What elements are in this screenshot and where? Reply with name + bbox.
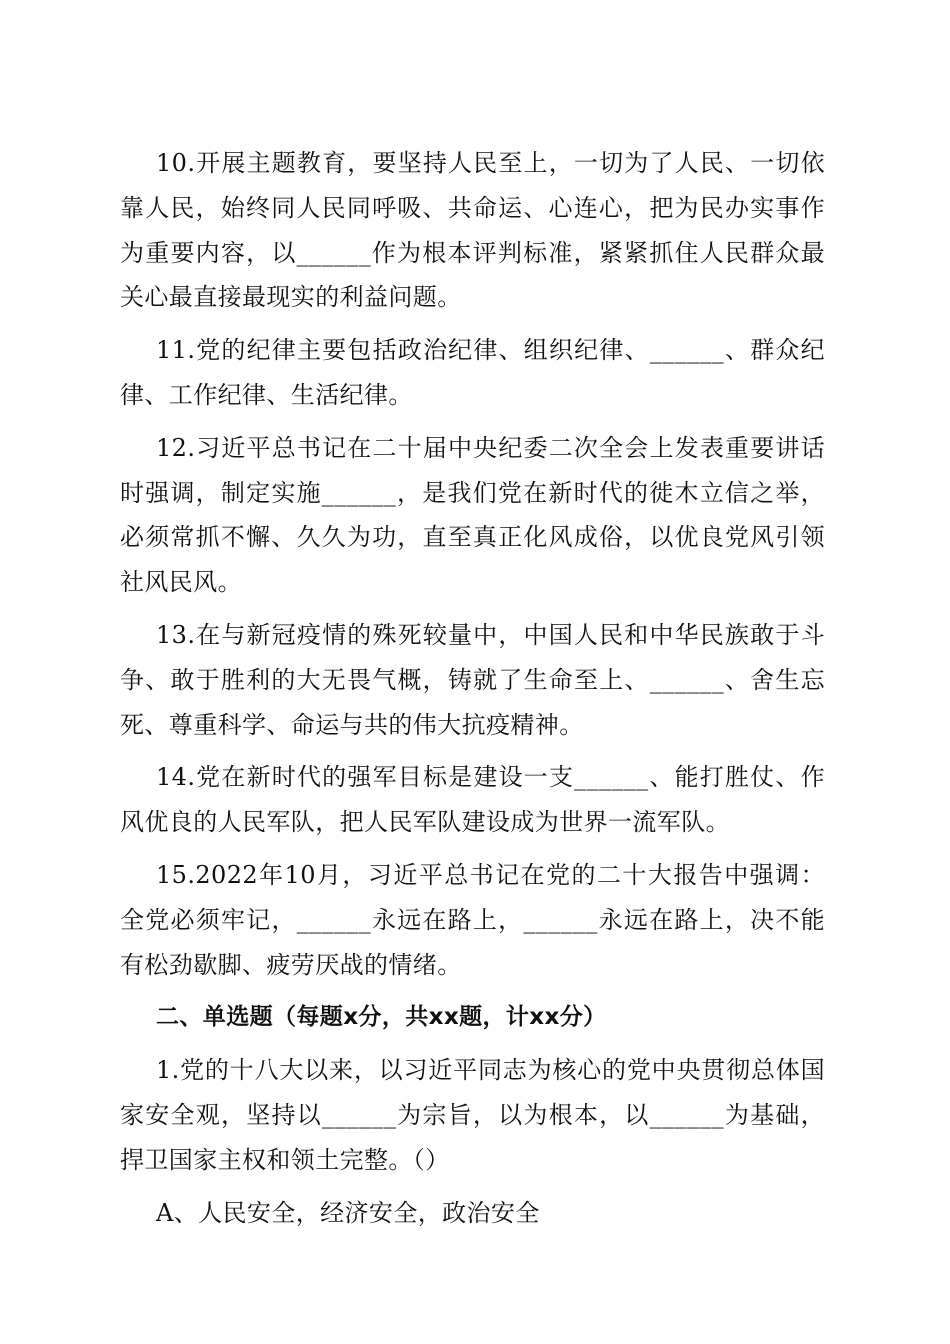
question-11: 11.党的纪律主要包括政治纪律、组织纪律、______、群众纪律、工作纪律、生活纪律。 <box>120 336 825 409</box>
question-14: 14.党在新时代的强军目标是建设一支______、能打胜仗、作风优良的人民军队，把人民军队建设成为世界一流军队。 <box>120 763 825 837</box>
question-12: 12.习近平总书记在二十届中央纪委二次全会上发表重要讲话时强调，制定实施______，是我们党在新时代的徙木立信之举，必须常抓不懈、久久为功，直至真正化风成俗，以优良党风引领社风民风。 <box>120 433 825 597</box>
single-choice-question-1: 1.党的十八大以来，以习近平同志为核心的党中央贯彻总体国家安全观，坚持以______为宗旨，以为根本，以______为基础，捍卫国家主权和领土完整。（） <box>120 1056 825 1174</box>
single-choice-option-a: A、人民安全，经济安全，政治安全 <box>156 1198 540 1227</box>
question-15: 15.2022年10月，习近平总书记在党的二十大报告中强调：全党必须牢记，______永远在路上，______永远在路上，决不能有松劲歇脚、疲劳厌战的情绪。 <box>120 860 825 979</box>
document-body <box>120 141 825 1235</box>
question-13: 13.在与新冠疫情的殊死较量中，中国人民和中华民族敢于斗争、敢于胜利的大无畏气概，铸就了生命至上、______、舍生忘死、尊重科学、命运与共的伟大抗疫精神。 <box>120 620 825 739</box>
question-10: 10.开展主题教育，要坚持人民至上，一切为了人民、一切依靠人民，始终同人民同呼吸、共命运、心连心，把为民办实事作为重要内容，以______作为根本评判标准，紧紧抓住人民群众最关心最直接最现实的利益问题。 <box>120 149 825 312</box>
section-heading-single-choice: 二、单选题（每题x分，共xx题，计xx分） <box>156 1004 607 1031</box>
